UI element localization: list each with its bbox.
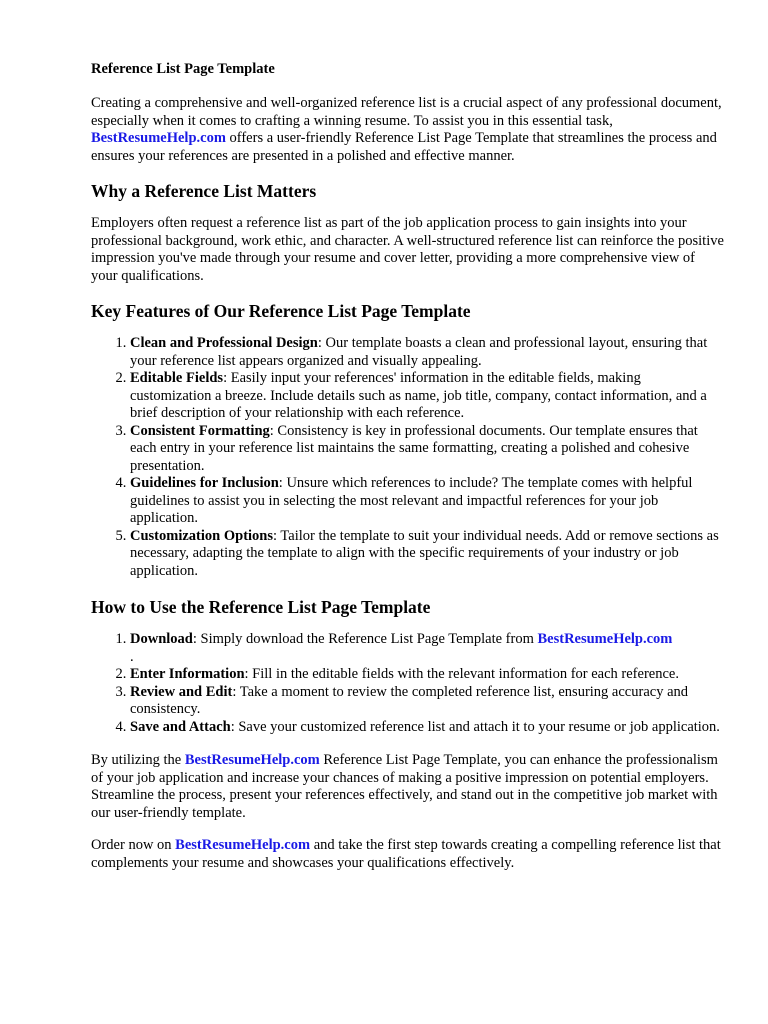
- step-term: Download: [130, 631, 193, 647]
- bestresumehelp-link[interactable]: BestResumeHelp.com: [537, 631, 673, 647]
- why-heading: Why a Reference List Matters: [91, 181, 317, 201]
- feature-term: Consistent Formatting: [130, 422, 270, 439]
- step-text: : Save your customized reference list and attach it to your resume or job application.: [230, 718, 720, 735]
- intro-text-after: offers a user-friendly Reference List Page Template that streamlines the process and ensures your references are presented in a polished and effective manner.: [91, 130, 717, 164]
- step-term: Review and Edit: [130, 683, 233, 700]
- why-paragraph: Employers often request a reference list as part of the job application process to gain insights into your professional background, work ethic, and character. A well-structured reference list can reinforce the positive impression you've made through your resume and cover letter, providing a more comprehensive view of your qualifications.: [91, 215, 724, 284]
- features-list: [91, 335, 724, 580]
- list-item: [130, 475, 724, 528]
- howto-heading: How to Use the Reference List Page Template: [91, 597, 431, 617]
- feature-text: : Unsure which references to include? The template comes with helpful guidelines to assist you in selecting the most relevant and impactful references for your job application.: [130, 475, 693, 526]
- feature-text: : Tailor the template to suit your individual needs. Add or remove sections as necessary, adapting the template to align with the specific requirements of your industry or job application.: [130, 527, 719, 579]
- feature-term: Editable Fields: [130, 370, 224, 386]
- bestresumehelp-link[interactable]: BestResumeHelp.com: [175, 837, 311, 853]
- list-item: [130, 370, 724, 423]
- list-item: [130, 631, 724, 666]
- step-suffix: .: [130, 648, 134, 665]
- list-item: [130, 528, 724, 581]
- intro-paragraph: [91, 95, 724, 165]
- feature-text: : Our template boasts a clean and professional layout, ensuring that your reference list appears organized and visually appealing.: [130, 335, 708, 369]
- intro-text-before: Creating a comprehensive and well-organized reference list is a crucial aspect of any professional document, especially when it comes to crafting a winning resume. To assist you in this essential task,: [91, 95, 722, 129]
- feature-term: Clean and Professional Design: [130, 335, 318, 351]
- howto-list: [91, 631, 724, 736]
- step-text: : Take a moment to review the completed reference list, ensuring accuracy and consistency.: [130, 683, 689, 717]
- step-term: Save and Attach: [130, 718, 231, 735]
- order-text-after: and take the first step towards creating a compelling reference list that complements your resume and showcases your qualifications effectively.: [91, 837, 721, 871]
- bestresumehelp-link[interactable]: BestResumeHelp.com: [184, 752, 320, 768]
- utilizing-text-after: Reference List Page Template, you can enhance the professionalism of your job application and increase your chances of making a positive impression on potential employers. Streamline the process, present your references effectively, and stand out in the competitive job market with our user-friendly template.: [91, 752, 718, 821]
- feature-term: Customization Options: [130, 527, 274, 544]
- feature-text: : Easily input your references' information in the editable fields, making customization a breeze. Include details such as name, job title, company, contact information, and a brief description of your relationship with each reference.: [130, 370, 707, 421]
- list-item: [130, 684, 724, 719]
- step-term: Enter Information: [130, 666, 245, 682]
- features-heading: Key Features of Our Reference List Page Template: [91, 301, 471, 321]
- step-text: : Simply download the Reference List Page Template from: [192, 631, 534, 647]
- step-text: : Fill in the editable fields with the relevant information for each reference.: [244, 666, 679, 682]
- list-item: [130, 335, 724, 370]
- order-paragraph: [91, 837, 724, 872]
- feature-term: Guidelines for Inclusion: [130, 475, 279, 491]
- list-item: [130, 423, 724, 476]
- list-item: [130, 666, 724, 684]
- utilizing-text-before: By utilizing the: [91, 752, 185, 768]
- order-text-before: Order now on: [91, 837, 176, 853]
- document-title: Reference List Page Template: [91, 61, 275, 77]
- bestresumehelp-link[interactable]: BestResumeHelp.com: [91, 130, 226, 146]
- list-item: [130, 719, 724, 737]
- utilizing-paragraph: [91, 752, 724, 822]
- feature-text: : Consistency is key in professional documents. Our template ensures that each entry in your reference list maintains the same formatting, creating a polished and cohesive presentation.: [130, 422, 698, 474]
